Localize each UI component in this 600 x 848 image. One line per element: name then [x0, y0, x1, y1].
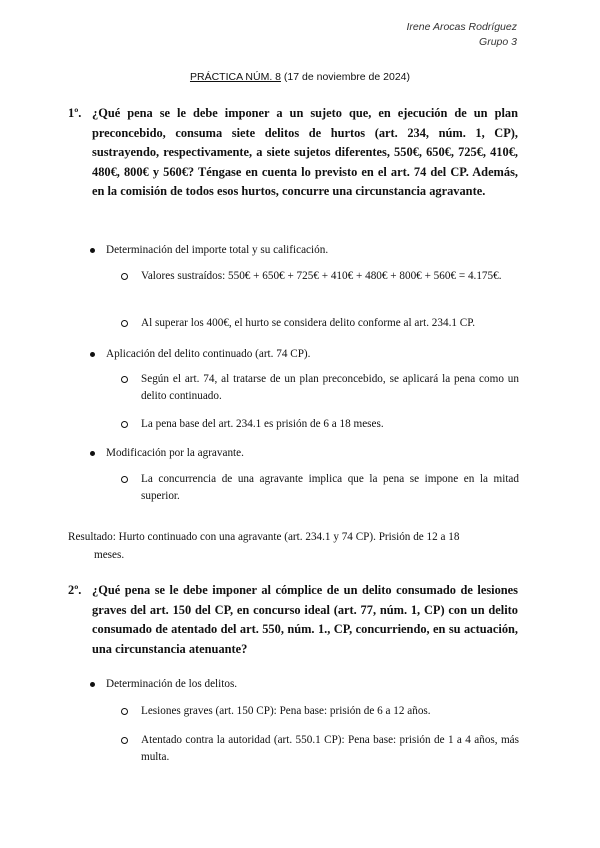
- title-date: (17 de noviembre de 2024): [281, 71, 410, 83]
- sub-list-item: Al superar los 400€, el hurto se considera delito conforme al art. 234.1 CP.: [141, 315, 519, 332]
- question-text: ¿Qué pena se le debe imponer al cómplice de un delito consumado de lesiones graves del art. 150 del CP, en concurso ideal (art. 77, núm. 1, CP) con un delito consumado de atentado del art. 550, núm. 1., CP, concurriendo, en su actuación, una circunstancia atenuante?: [92, 583, 518, 656]
- question-text: ¿Qué pena se le debe imponer a un sujeto que, en ejecución de un plan preconcebido, consuma siete delitos de hurtos (art. 234, núm. 1, CP), sustrayendo, respectivamente, a siete sujetos diferentes, 550€, 650€, 725€, 410€, 480€, 800€ y 560€? Téngase en cuenta lo previsto en el art. 74 del CP. Además, en la comisión de todos esos hurtos, concurre una circunstancia agravante.: [92, 106, 518, 198]
- question-number: 1º.: [68, 106, 82, 120]
- sub-list-item: Valores sustraídos: 550€ + 650€ + 725€ + 410€ + 480€ + 800€ + 560€ = 4.175€.: [141, 268, 519, 285]
- question-1: [68, 104, 518, 202]
- title-main: PRÁCTICA NÚM. 8: [189, 71, 281, 83]
- list-item: Determinación del importe total y su calificación.: [106, 242, 526, 258]
- list-item: Modificación por la agravante.: [106, 445, 526, 461]
- question-number: 2º.: [68, 583, 82, 597]
- group-label: Grupo 3: [479, 36, 517, 48]
- sub-list-item: La pena base del art. 234.1 es prisión de 6 a 18 meses.: [141, 416, 519, 433]
- sub-list-item: Según el art. 74, al tratarse de un plan preconcebido, se aplicará la pena como un delito continuado.: [141, 371, 519, 405]
- page-header: [406, 20, 517, 50]
- sub-list-item: Atentado contra la autoridad (art. 550.1 CP): Pena base: prisión de 1 a 4 años, más multa.: [141, 732, 519, 766]
- result-line: Resultado: Hurto continuado con una agravante (art. 234.1 y 74 CP). Prisión de 12 a 18: [68, 531, 460, 543]
- author-name: Irene Arocas Rodríguez: [406, 21, 517, 33]
- sub-list-item: Lesiones graves (art. 150 CP): Pena base: prisión de 6 a 12 años.: [141, 703, 519, 720]
- list-item: Aplicación del delito continuado (art. 74 CP).: [106, 346, 526, 362]
- result-line: meses.: [94, 549, 125, 561]
- list-item: Determinación de los delitos.: [106, 676, 526, 692]
- result-text: [68, 528, 518, 564]
- question-2: [68, 581, 518, 659]
- page-title: [0, 71, 600, 83]
- sub-list-item: La concurrencia de una agravante implica que la pena se impone en la mitad superior.: [141, 471, 519, 505]
